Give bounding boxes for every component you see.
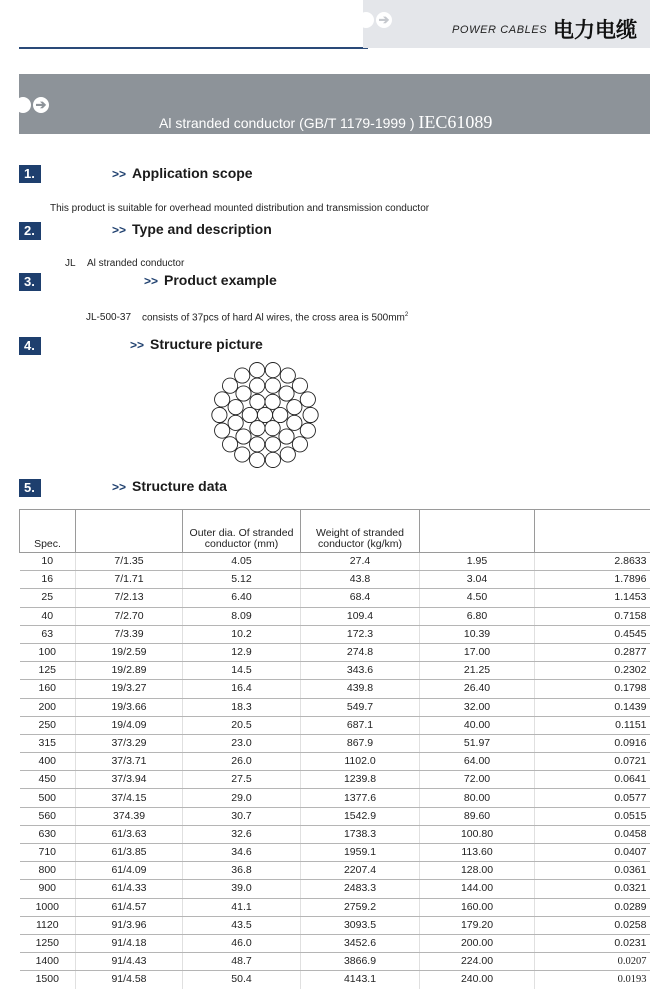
table-cell: 46.0 [183,934,301,952]
table-cell: 3452.6 [301,934,420,952]
wire-strand [265,362,280,377]
table-row [20,662,650,680]
table-cell: 12.9 [183,643,301,661]
wire-strand [265,378,280,393]
table-cell: 61/4.09 [76,862,183,880]
col-header [535,510,650,553]
chevron-icon: >> [112,167,127,181]
table-row [20,734,650,752]
table-row [20,862,650,880]
table-cell: 315 [20,734,76,752]
section-number: 2. [19,222,41,240]
table-cell: 10.2 [183,625,301,643]
wire-strand [279,386,294,401]
table-cell: 68.4 [301,589,420,607]
wire-strand [222,437,237,452]
wire-strand [249,362,264,377]
table-cell: 240.00 [420,971,535,989]
header-rule [19,47,368,49]
table-cell: 40.00 [420,716,535,734]
table-row [20,934,650,952]
table-cell: 0.0407 [535,844,650,862]
table-cell: 91/4.18 [76,934,183,952]
title-standard: IEC61089 [418,112,493,132]
wire-strand [215,392,230,407]
table-cell: 20.5 [183,716,301,734]
wire-strand [250,437,265,452]
table-cell: 5.12 [183,571,301,589]
wire-strand [300,392,315,407]
table-cell: 900 [20,880,76,898]
table-cell: 21.25 [420,662,535,680]
table-row [20,625,650,643]
table-cell: 0.1439 [535,698,650,716]
chevron-icon: >> [112,480,127,494]
section-heading-text: Product example [164,272,277,288]
section-number: 1. [19,165,41,183]
table-cell: 0.0289 [535,898,650,916]
header-dot-icon [358,12,374,28]
table-cell: 128.00 [420,862,535,880]
table-row [20,643,650,661]
table-cell: 1959.1 [301,844,420,862]
table-cell: 19/3.66 [76,698,183,716]
wire-strand [228,400,243,415]
table-cell: 91/3.96 [76,916,183,934]
arrow-right-circle-icon: ➔ [376,12,392,28]
table-cell: 4.05 [183,553,301,571]
table-row [20,753,650,771]
table-cell: 160 [20,680,76,698]
table-cell: 48.7 [183,953,301,971]
table-cell: 8.09 [183,607,301,625]
table-cell: 125 [20,662,76,680]
table-cell: 26.40 [420,680,535,698]
table-cell: 1102.0 [301,753,420,771]
page-header [0,0,650,50]
wire-strand [280,447,295,462]
table-cell: 19/3.27 [76,680,183,698]
col-header: Weight of stranded conductor (kg/km) [301,510,420,553]
table-cell: 50.4 [183,971,301,989]
arrow-right-circle-icon: ➔ [33,97,49,113]
table-cell: 40 [20,607,76,625]
table-cell: 32.6 [183,825,301,843]
table-cell: 0.0721 [535,753,650,771]
table-cell: 64.00 [420,753,535,771]
table-cell: 37/3.29 [76,734,183,752]
table-cell: 1.1453 [535,589,650,607]
table-cell: 61/3.63 [76,825,183,843]
table-cell: 1738.3 [301,825,420,843]
table-cell: 0.0916 [535,734,650,752]
table-cell: 63 [20,625,76,643]
table-row [20,589,650,607]
table-cell: 27.5 [183,771,301,789]
table-cell: 250 [20,716,76,734]
title-bar [19,74,650,134]
col-header [76,510,183,553]
table-cell: 26.0 [183,753,301,771]
wire-strand [279,429,294,444]
table-row [20,680,650,698]
table-row [20,789,650,807]
table-cell: 23.0 [183,734,301,752]
table-cell: 29.0 [183,789,301,807]
wire-strand [273,407,288,422]
table-header-row [20,510,650,553]
table-cell: 19/2.59 [76,643,183,661]
table-cell: 374.39 [76,807,183,825]
table-cell: 36.8 [183,862,301,880]
table-cell: 0.0207 [535,953,650,971]
section-heading [144,272,277,288]
chevron-icon: >> [112,223,127,237]
section-text: Al stranded conductor [87,258,185,269]
table-cell: 2759.2 [301,898,420,916]
wire-strand [228,415,243,430]
section-heading-text: Type and description [132,221,272,237]
table-cell: 0.1798 [535,680,650,698]
section-code: JL-500-37 [86,312,132,323]
wire-strand [303,407,318,422]
table-cell: 100 [20,643,76,661]
table-row [20,880,650,898]
table-cell: 1500 [35,973,59,986]
table-cell: 0.0458 [535,825,650,843]
table-cell: 179.20 [420,916,535,934]
wire-strand [249,452,264,467]
section-number: 3. [19,273,41,291]
table-cell: 172.3 [301,625,420,643]
section-heading [130,336,263,352]
section-text-body: consists of 37pcs of hard Al wires, the cross area is 500mm [142,312,405,324]
table-cell: 500 [20,789,76,807]
table-row [20,898,650,916]
col-header: Spec. [20,510,76,553]
chevron-icon: >> [130,338,145,352]
table-cell: 37/4.15 [76,789,183,807]
section-heading [112,221,272,237]
table-cell: 61/4.33 [76,880,183,898]
table-cell: 109.4 [301,607,420,625]
table-cell: 0.0577 [535,789,650,807]
table-cell: 30.7 [183,807,301,825]
section-heading [112,165,253,181]
wire-strand [265,452,280,467]
table-cell: 18.3 [183,698,301,716]
table-cell: 43.8 [301,571,420,589]
table-cell: 1400 [20,953,76,971]
table-cell: 14.5 [183,662,301,680]
table-cell: 61/3.85 [76,844,183,862]
table-cell: 549.7 [301,698,420,716]
table-cell: 25 [20,589,76,607]
table-row [20,953,650,971]
table-cell: 0.0231 [535,934,650,952]
table-cell: 160.00 [420,898,535,916]
table-cell: 72.00 [420,771,535,789]
table-cell: 80.00 [420,789,535,807]
brand-en: POWER CABLES [452,24,548,36]
table-cell: 7/3.39 [76,625,183,643]
table-cell: 37/3.71 [76,753,183,771]
table-cell: 6.80 [420,607,535,625]
wire-strand [235,368,250,383]
table-cell: 89.60 [420,807,535,825]
section-number: 5. [19,479,41,497]
section-code: JL [65,258,76,269]
table-cell: 19/2.89 [76,662,183,680]
table-cell: 16 [20,571,76,589]
wire-strand [250,378,265,393]
table-cell: 0.0321 [535,880,650,898]
table-cell: 100.80 [420,825,535,843]
wire-strand [215,423,230,438]
table-cell: 0.0193 [535,971,650,989]
title-dot-icon [15,97,31,113]
table-cell: 274.8 [301,643,420,661]
table-cell: 7/2.13 [76,589,183,607]
table-cell: 560 [20,807,76,825]
wire-strand [300,423,315,438]
table-cell: 4143.1 [301,971,420,989]
wire-strand [287,415,302,430]
table-cell: 17.00 [420,643,535,661]
section-number: 4. [19,337,41,355]
table-cell: 144.00 [420,880,535,898]
wire-strand [242,407,257,422]
wire-strand [257,407,272,422]
table-cell: 0.1151 [535,716,650,734]
table-cell: 34.6 [183,844,301,862]
table-cell: 10.39 [420,625,535,643]
table-row [20,607,650,625]
table-cell: 1250 [20,934,76,952]
section-heading-text: Structure data [132,478,227,494]
table-cell: 1542.9 [301,807,420,825]
wire-strand [292,437,307,452]
wire-strand [235,447,250,462]
table-cell: 39.0 [183,880,301,898]
brand-cn: 电力电缆 [553,19,637,42]
col-header: Outer dia. Of stranded conductor (mm) [183,510,301,553]
table-cell: 0.0361 [535,862,650,880]
table-cell: 0.4545 [535,625,650,643]
table-cell: 0.0258 [535,916,650,934]
table-cell: 113.60 [420,844,535,862]
table-cell: 2207.4 [301,862,420,880]
table-cell: 1.95 [420,553,535,571]
table-cell: 400 [20,753,76,771]
table-row [20,844,650,862]
table-cell: 4.50 [420,589,535,607]
section-text: This product is suitable for overhead mounted distribution and transmission conductor [50,203,430,214]
wire-strand [236,386,251,401]
table-cell: 1.7896 [535,571,650,589]
structure-data-table [19,509,650,989]
table-cell: 19/4.09 [76,716,183,734]
section-heading-text: Application scope [132,165,253,181]
table-cell: 0.2302 [535,662,650,680]
table-cell: 32.00 [420,698,535,716]
table-row [20,571,650,589]
table-cell: 0.0641 [535,771,650,789]
wire-strand [265,421,280,436]
table-cell: 867.9 [301,734,420,752]
table-cell: 6.40 [183,589,301,607]
wire-strand [292,378,307,393]
table-cell: 1239.8 [301,771,420,789]
table-cell: 0.2877 [535,643,650,661]
conductor-cross-section-icon [210,360,320,470]
wire-strand [280,368,295,383]
table-row [20,971,650,989]
wire-strand [265,394,280,409]
table-cell: 200 [20,698,76,716]
table-cell: 2.8633 [535,553,650,571]
table-cell: 27.4 [301,553,420,571]
table-cell: 43.5 [183,916,301,934]
table-cell: 7/1.71 [76,571,183,589]
wire-strand [222,378,237,393]
table-cell: 200.00 [420,934,535,952]
table-cell: 91/4.43 [76,953,183,971]
table-cell: 37/3.94 [76,771,183,789]
section-text [142,312,408,323]
wire-strand [212,407,227,422]
table-cell: 61/4.57 [76,898,183,916]
table-row [20,553,650,571]
table-cell: 224.00 [420,953,535,971]
table-cell: 1377.6 [301,789,420,807]
table-cell: 16.4 [183,680,301,698]
table-cell: 3093.5 [301,916,420,934]
table-cell: 91/4.58 [76,971,183,989]
table-row [20,698,650,716]
table-row [20,825,650,843]
wire-strand [250,421,265,436]
table-cell: 1120 [20,916,76,934]
wire-strand [287,400,302,415]
table-cell: 51.97 [420,734,535,752]
table-cell: 10 [20,553,76,571]
section-heading [112,478,227,494]
table-row [20,716,650,734]
table-cell: 3.04 [420,571,535,589]
table-cell: 630 [20,825,76,843]
table-cell: 710 [20,844,76,862]
table-cell: 7/1.35 [76,553,183,571]
table-cell: 687.1 [301,716,420,734]
table-row [20,916,650,934]
table-cell: 450 [20,771,76,789]
wire-strand [250,394,265,409]
unit-superscript: 2 [404,312,409,318]
table-cell: 3866.9 [301,953,420,971]
col-header [420,510,535,553]
table-cell: 1000 [20,898,76,916]
table-cell: 2483.3 [301,880,420,898]
table-cell: 800 [20,862,76,880]
table-cell: 343.6 [301,662,420,680]
wire-strand [236,429,251,444]
table-cell: 0.0515 [535,807,650,825]
table-cell: 439.8 [301,680,420,698]
title-text: Al stranded conductor (GB/T 1179-1999 ) [159,115,415,131]
table-cell: 0.7158 [535,607,650,625]
table-cell: 7/2.70 [76,607,183,625]
section-heading-text: Structure picture [150,336,263,352]
page-title [159,112,492,133]
chevron-icon: >> [144,274,159,288]
table-cell: 41.1 [183,898,301,916]
wire-strand [265,437,280,452]
table-row [20,807,650,825]
table-row [20,771,650,789]
